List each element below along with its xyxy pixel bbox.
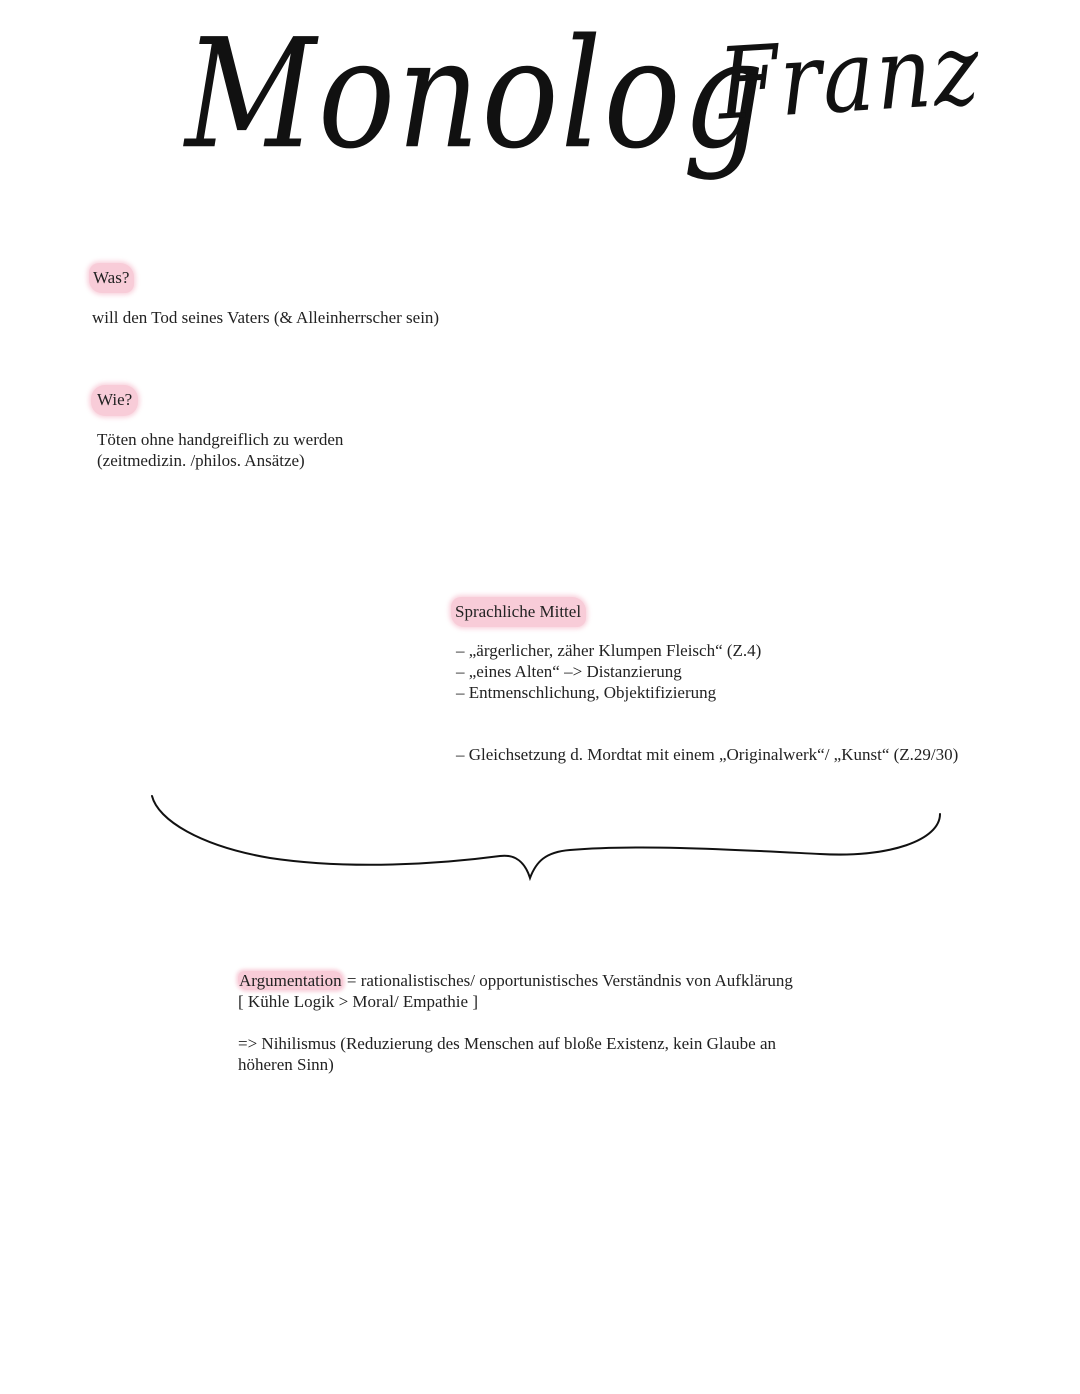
section-body-argumentation: [238, 970, 793, 1012]
sprachliche-mittel-extra-item: – Gleichsetzung d. Mordtat mit einem „Originalwerk“/ „Kunst“ (Z.29/30): [456, 745, 959, 764]
argumentation-definition: = rationalistisches/ opportunistisches Verständnis von Aufklärung: [342, 971, 793, 990]
list-item: – „eines Alten“ –> Distanzierung: [456, 662, 682, 681]
character-name: Franz: [715, 12, 984, 143]
section-body-wie: [97, 429, 343, 471]
list-item: – „ärgerlicher, zäher Klumpen Fleisch“ (Z.4): [456, 641, 762, 660]
section-heading-wie: Wie?: [91, 385, 138, 416]
text-line: => Nihilismus (Reduzierung des Menschen auf bloße Existenz, kein Glaube an: [238, 1034, 777, 1053]
text-line: (zeitmedizin. /philos. Ansätze): [97, 451, 305, 470]
section-body-was: [92, 307, 439, 328]
text-line: höheren Sinn): [238, 1055, 334, 1074]
section-heading-argumentation: Argumentation: [239, 971, 342, 990]
text-line: will den Tod seines Vaters (& Alleinherrscher sein): [92, 308, 440, 327]
argumentation-conclusion: [238, 1033, 776, 1075]
section-body-sprachliche-mittel: [456, 640, 761, 703]
argumentation-bracket-line: [ Kühle Logik > Moral/ Empathie ]: [238, 992, 478, 1011]
text-line: Töten ohne handgreiflich zu werden: [97, 430, 344, 449]
list-item: – Entmenschlichung, Objektifizierung: [456, 683, 717, 702]
section-heading-was: Was?: [89, 263, 134, 293]
page-title: Monolog: [185, 7, 767, 183]
curly-brace-drawing: [140, 790, 960, 900]
section-heading-sprachliche-mittel: Sprachliche Mittel: [451, 597, 586, 627]
argumentation-definition-line: [238, 970, 793, 991]
